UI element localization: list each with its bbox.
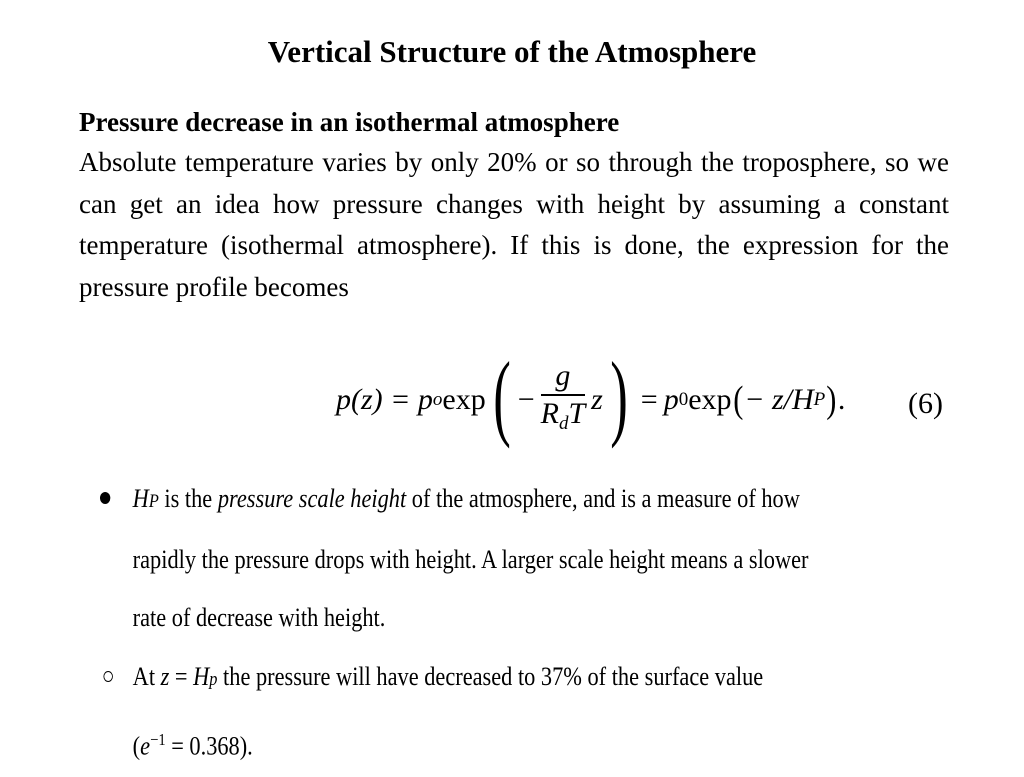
bullet-list	[100, 470, 814, 777]
formula-exp2: exp	[688, 383, 732, 416]
formula-lhs: p(z) = p	[336, 383, 433, 416]
formula-end: .	[837, 383, 846, 416]
bullet-dot-icon	[100, 492, 110, 504]
formula-eq2: =	[640, 383, 658, 416]
equation-number: (6)	[908, 387, 943, 420]
sub-bullet-line-1: At z = Hp the pressure will have decreased to 37% of the surface value	[132, 662, 764, 691]
right-small-paren: )	[826, 379, 837, 421]
formula-p0: p	[663, 383, 679, 416]
formula-z: z	[591, 383, 603, 416]
pressure-formula	[336, 342, 946, 450]
bullet-line-2: rapidly the pressure drops with height. A larger scale height means a slower	[132, 545, 809, 574]
formula-fraction	[541, 358, 586, 442]
formula-exp1: exp	[442, 383, 486, 416]
formula-lhs-sub: o	[432, 389, 443, 410]
hollow-circle-icon	[103, 671, 112, 682]
formula-minus: −	[517, 383, 535, 416]
left-small-paren: (	[732, 379, 743, 421]
left-big-paren: (	[492, 342, 511, 449]
fraction-numerator: g	[555, 359, 571, 392]
body-paragraph: Absolute temperature varies by only 20% or so through the troposphere, so we can get an idea how pressure changes with height by assuming a constant temperature (isothermal atmosphere). If this is done, the expression for the pressure profile becomes	[79, 147, 949, 302]
sub-bullet-item	[100, 647, 924, 777]
right-big-paren: )	[610, 342, 628, 449]
fraction-denominator: $R_dT$	[540, 397, 586, 434]
slide-title: Vertical Structure of the Atmosphere	[267, 34, 757, 69]
bullet-item-scale-height	[100, 470, 924, 647]
formula-p0-sub: 0	[678, 389, 689, 410]
bullet-line-3: rate of decrease with height.	[132, 603, 386, 632]
formula-inner-sub: P	[813, 389, 826, 410]
bullet-line-1: HP is the pressure scale height of the atmosphere, and is a measure of how	[132, 484, 800, 513]
formula-inner: − z/H	[744, 383, 814, 416]
section-heading: Pressure decrease in an isothermal atmosphere	[79, 107, 620, 137]
sub-bullet-line-2: $(e^{-1} = 0.368)$.	[132, 730, 253, 761]
